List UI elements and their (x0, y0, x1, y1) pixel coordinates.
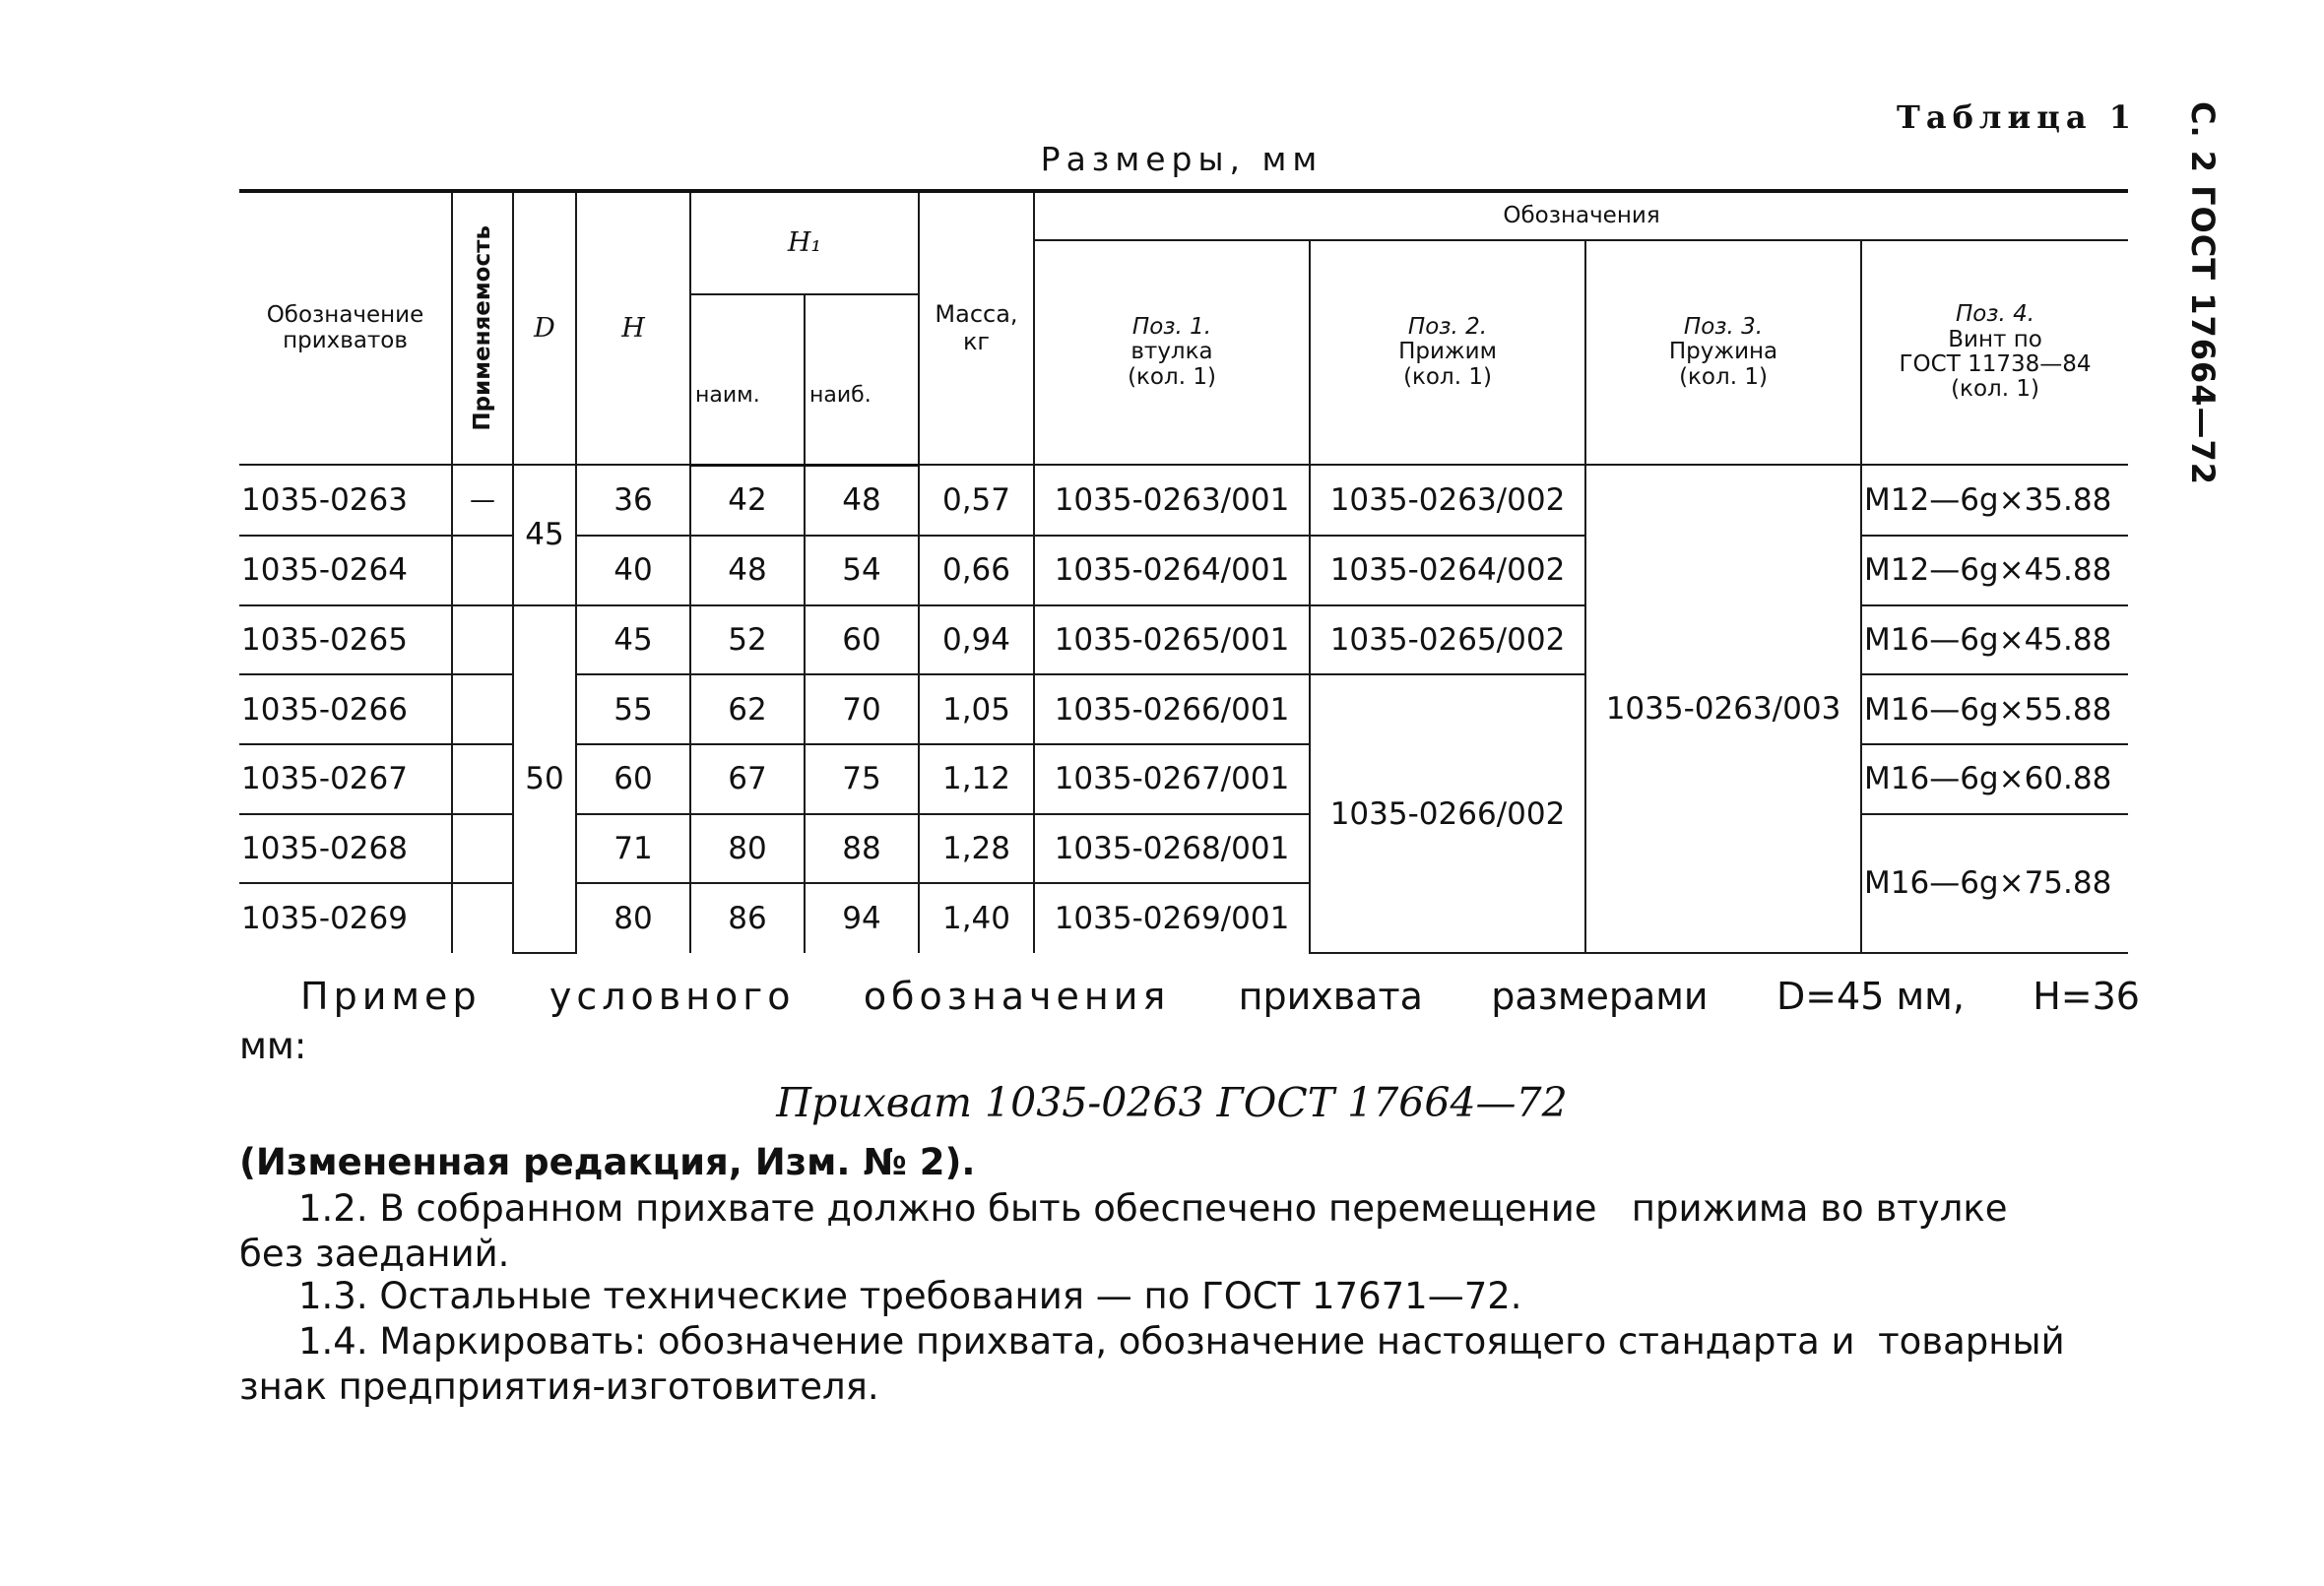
pos1-value: 1035-0269/001 (1034, 883, 1310, 953)
h1-min-value: 52 (690, 605, 805, 675)
paragraph-1-2 (239, 1186, 2140, 1277)
pos2-value: 1035-0264/002 (1310, 536, 1585, 605)
h-value: 71 (576, 814, 690, 884)
row-designation: 1035-0265 (239, 605, 452, 675)
pos1-value: 1035-0263/001 (1034, 465, 1310, 536)
pos1-value: 1035-0268/001 (1034, 814, 1310, 884)
example-word: прихвата (1238, 975, 1423, 1018)
header-mass: Масса, кг (919, 191, 1034, 465)
applicability-cell (452, 883, 513, 953)
paragraph-1-3: 1.3. Остальные технические требования — по ГОСТ 17671—72. (298, 1275, 1522, 1317)
header-pos2: Поз. 2. Прижим (кол. 1) (1310, 240, 1585, 465)
mass-value: 0,66 (919, 536, 1034, 605)
d-value-50: 50 (513, 605, 576, 954)
row-designation: 1035-0268 (239, 814, 452, 884)
example-word: обозначения (863, 975, 1171, 1018)
header-h: H (576, 191, 690, 465)
pos4-value: М16—6g×55.88 (1861, 674, 2128, 744)
row-designation: 1035-0269 (239, 883, 452, 953)
header-h1: H₁ (690, 191, 919, 294)
header-pos3: Поз. 3. Пружина (кол. 1) (1585, 240, 1861, 465)
h1-max-value: 75 (805, 744, 919, 814)
h1-min-value: 80 (690, 814, 805, 884)
side-page-header (2178, 100, 2227, 486)
mass-value: 0,57 (919, 465, 1034, 536)
h-value: 55 (576, 674, 690, 744)
paragraph-line: 1.2. В собранном прихвате должно быть обеспечено перемещение прижима во втулке (298, 1187, 2008, 1230)
row-designation: 1035-0263 (239, 465, 452, 536)
paragraph-1-4 (239, 1319, 2140, 1410)
header-designation: Обозначение прихватов (239, 191, 452, 465)
h-value: 80 (576, 883, 690, 953)
h1-max-value: 54 (805, 536, 919, 605)
table-row (239, 465, 2128, 536)
h1-min-value: 86 (690, 883, 805, 953)
applicability-cell (452, 536, 513, 605)
h1-min-value: 48 (690, 536, 805, 605)
pos1-value: 1035-0265/001 (1034, 605, 1310, 675)
h-value: 36 (576, 465, 690, 536)
applicability-cell (452, 674, 513, 744)
header-h1-min: наим. (690, 294, 805, 465)
h1-max-value: 48 (805, 465, 919, 536)
mass-value: 0,94 (919, 605, 1034, 675)
h1-min-value: 42 (690, 465, 805, 536)
pos2-value: 1035-0265/002 (1310, 605, 1585, 675)
example-intro (300, 975, 2140, 1018)
applicability-cell (452, 814, 513, 884)
example-word: размерами (1491, 975, 1709, 1018)
row-designation: 1035-0266 (239, 674, 452, 744)
mass-value: 1,28 (919, 814, 1034, 884)
example-word: условного (549, 975, 796, 1018)
units-caption: Размеры, мм (1040, 140, 1323, 178)
example-h-value: H=36 (2033, 975, 2140, 1018)
example-designation: Прихват 1035-0263 ГОСТ 17664—72 (776, 1079, 1568, 1126)
h1-max-value: 88 (805, 814, 919, 884)
row-designation: 1035-0267 (239, 744, 452, 814)
h1-max-value: 94 (805, 883, 919, 953)
pos2-value: 1035-0266/002 (1310, 674, 1585, 953)
header-h1-max: наиб. (805, 294, 919, 465)
paragraph-line: 1.4. Маркировать: обозначение прихвата, обозначение настоящего стандарта и товарный (298, 1320, 2065, 1363)
table-title: Таблица 1 (1897, 98, 2137, 136)
side-header-text: С. 2 ГОСТ 17664—72 (2184, 100, 2222, 486)
mass-value: 1,12 (919, 744, 1034, 814)
h1-max-value: 60 (805, 605, 919, 675)
h1-min-value: 62 (690, 674, 805, 744)
dimensions-table (239, 189, 2128, 954)
pos4-value: М16—6g×60.88 (1861, 744, 2128, 814)
paragraph-line: знак предприятия-изготовителя. (239, 1365, 879, 1408)
header-pos4: Поз. 4. Винт по ГОСТ 11738—84 (кол. 1) (1861, 240, 2128, 465)
header-applicability: Применяемость (452, 191, 513, 465)
h-value: 40 (576, 536, 690, 605)
applicability-cell: — (452, 465, 513, 536)
h-value: 45 (576, 605, 690, 675)
pos4-value: М12—6g×35.88 (1861, 465, 2128, 536)
applicability-cell (452, 744, 513, 814)
edition-note: (Измененная редакция, Изм. № 2). (239, 1141, 976, 1183)
mass-value: 1,05 (919, 674, 1034, 744)
pos4-value: М16—6g×75.88 (1861, 814, 2128, 953)
h1-min-value: 67 (690, 744, 805, 814)
example-word: Пример (300, 975, 482, 1018)
mass-value: 1,40 (919, 883, 1034, 953)
row-designation: 1035-0264 (239, 536, 452, 605)
h1-max-value: 70 (805, 674, 919, 744)
header-designations: Обозначения (1034, 191, 2128, 240)
pos2-value: 1035-0263/002 (1310, 465, 1585, 536)
paragraph-line: без заеданий. (239, 1233, 510, 1275)
d-value-45: 45 (513, 465, 576, 605)
pos1-value: 1035-0266/001 (1034, 674, 1310, 744)
pos1-value: 1035-0267/001 (1034, 744, 1310, 814)
applicability-cell (452, 605, 513, 675)
pos4-value: М16—6g×45.88 (1861, 605, 2128, 675)
example-d-value: D=45 мм, (1775, 975, 1965, 1018)
pos1-value: 1035-0264/001 (1034, 536, 1310, 605)
example-unit: мм: (239, 1025, 307, 1067)
pos4-value: М12—6g×45.88 (1861, 536, 2128, 605)
header-pos1: Поз. 1. втулка (кол. 1) (1034, 240, 1310, 465)
header-d: D (513, 191, 576, 465)
pos3-value: 1035-0263/003 (1585, 465, 1861, 953)
h-value: 60 (576, 744, 690, 814)
